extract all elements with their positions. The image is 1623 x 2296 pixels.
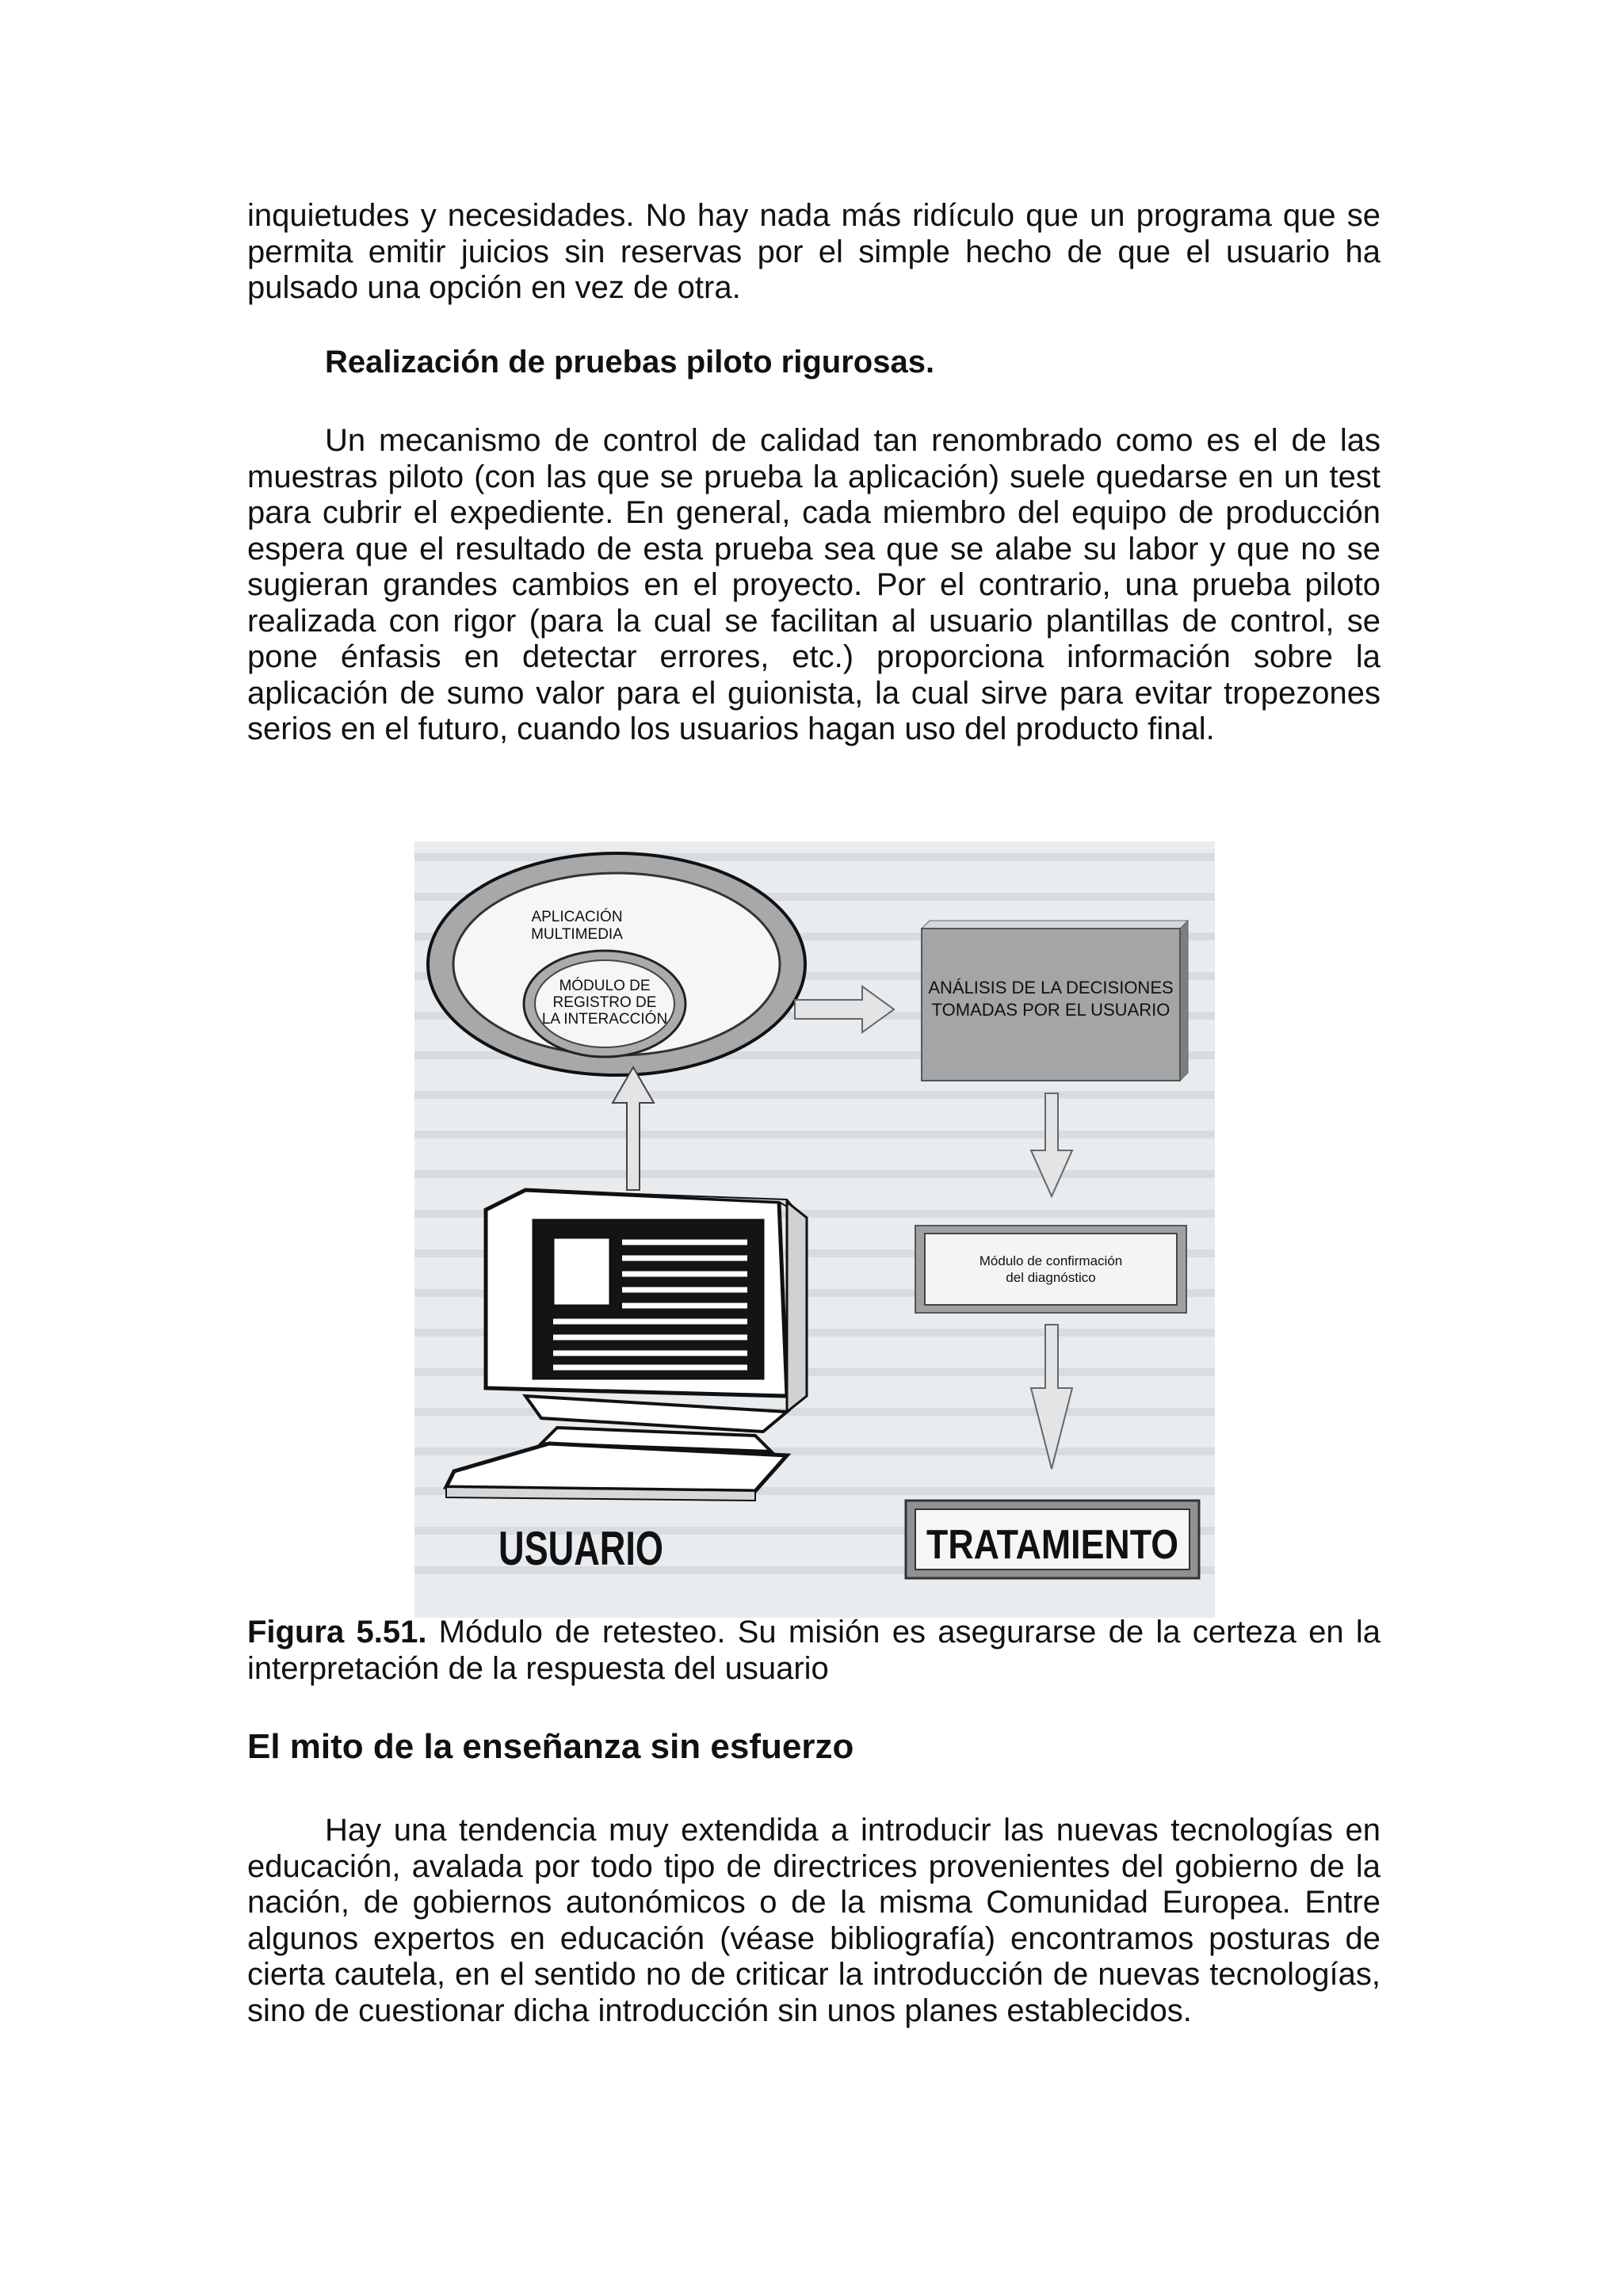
- retest-diagram: [414, 841, 1215, 1618]
- subheading-pilot-tests: Realización de pruebas piloto rigurosas.: [325, 345, 935, 379]
- outer-label-line2: MULTIMEDIA: [531, 926, 623, 943]
- section-title: El mito de la enseñanza sin esfuerzo: [247, 1727, 854, 1766]
- arrow-right-icon: [795, 986, 894, 1032]
- figure-caption: [247, 1615, 1381, 1687]
- inner-label-line3: LA INTERACCIÓN: [541, 1011, 668, 1028]
- paragraph-intro: inquietudes y necesidades. No hay nada más ridículo que un programa que se permita emitir juicios sin reservas por el simple hecho de que el usuario ha pulsado una opción en vez de otra.: [247, 198, 1381, 305]
- treatment-label: TRATAMIENTO: [926, 1522, 1178, 1568]
- analysis-label-line2: TOMADAS POR EL USUARIO: [931, 1000, 1170, 1020]
- paragraph-new-technologies: Hay una tendencia muy extendida a introducir las nuevas tecnologías en educación, avalada por todo tipo de directrices provenientes del gobierno de la nación, de gobiernos autonómicos o de la misma Comunidad Europea. Entre algunos expertos en educación (véase bibliografía) encontramos posturas de cierta cautela, en el sentido no de criticar la introducción de nuevas tecnologías, sino de cuestionar dicha introducción sin unos planes establecidos.: [247, 1813, 1381, 2028]
- confirmation-label-line2: del diagnóstico: [1006, 1270, 1096, 1285]
- inner-label-line2: REGISTRO DE: [552, 994, 657, 1011]
- paragraph-pilot-tests: Un mecanismo de control de calidad tan renombrado como es el de las muestras piloto (con las que se prueba la aplicación) suele quedarse en un test para cubrir el expediente. En general, cada miembro del equipo de producción espera que el resultado de esta prueba sea que se alabe su labor y que no se sugieran grandes cambios en el proyecto. Por el contrario, una prueba piloto realizada con rigor (para la cual se facilitan al usuario plantillas de control, se pone énfasis en detectar errores, etc.) proporciona información sobre la aplicación de sumo valor para el guionista, la cual sirve para evitar tropezones serios en el futuro, cuando los usuarios hagan uso del producto final.: [247, 423, 1381, 746]
- analysis-box-top: [922, 921, 1188, 929]
- analysis-label-line1: ANÁLISIS DE LA DECISIONES: [928, 978, 1174, 997]
- caption-text: Módulo de retesteo. Su misión es asegurarse de la certeza en la interpretación de la respuesta del usuario: [247, 1615, 1381, 1686]
- figure-retest-module: [414, 841, 1215, 1618]
- outer-label-line1: APLICACIÓN: [531, 909, 623, 925]
- caption-label: Figura 5.51.: [247, 1615, 427, 1650]
- user-label: USUARIO: [498, 1522, 663, 1575]
- arrow-down-icon: [1031, 1093, 1072, 1196]
- inner-label-line1: MÓDULO DE: [559, 978, 651, 994]
- confirmation-box-inner: [925, 1234, 1177, 1305]
- analysis-box-side: [1180, 921, 1188, 1081]
- arrow-down-icon: [1031, 1325, 1072, 1469]
- confirmation-label-line1: Módulo de confirmación: [979, 1253, 1123, 1268]
